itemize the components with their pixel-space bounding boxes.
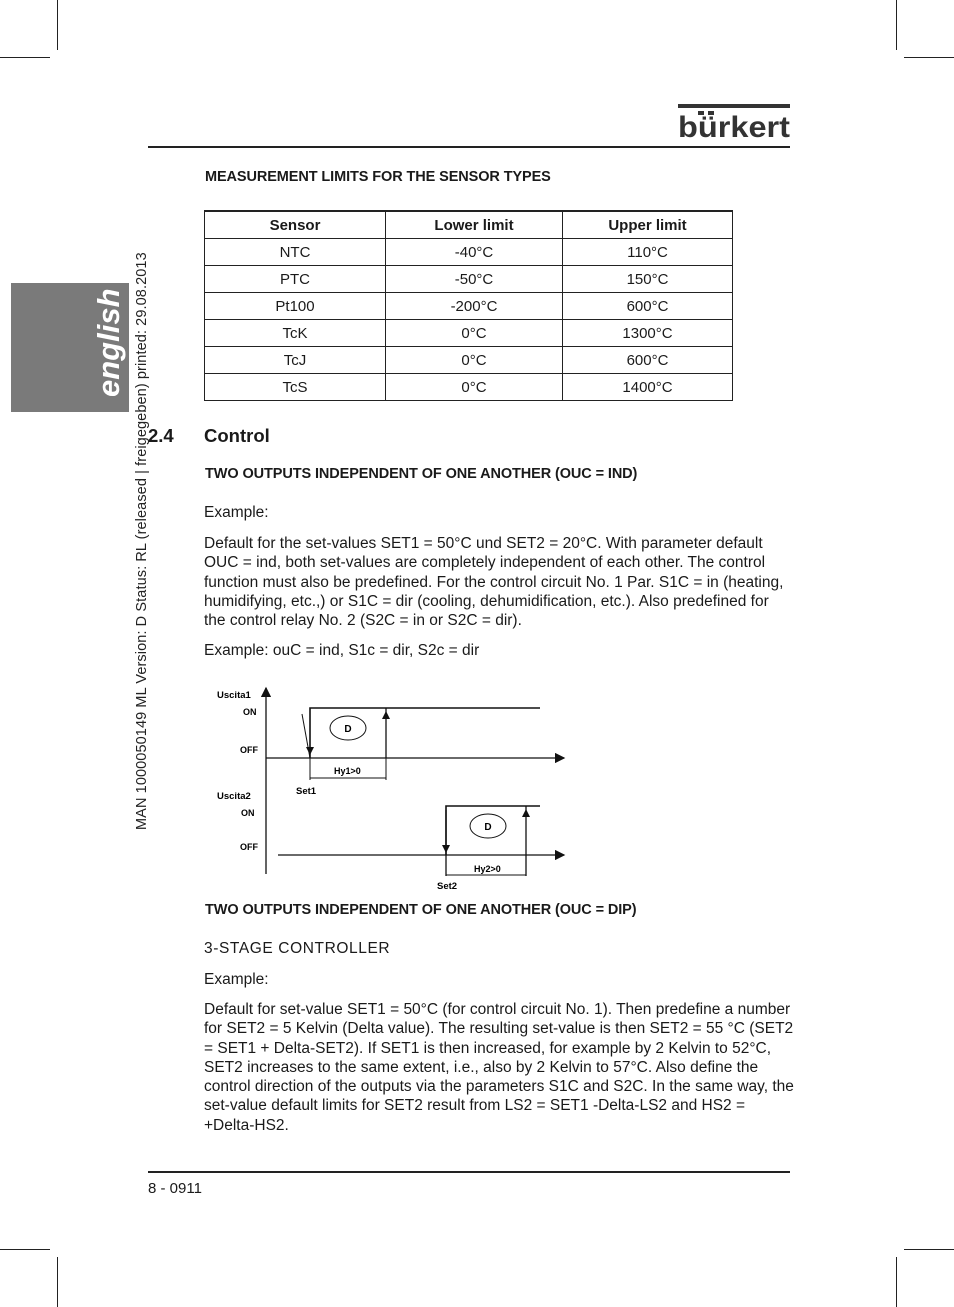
set1-label: Set1 <box>296 786 317 797</box>
header-rule <box>148 146 790 148</box>
control-diagram <box>210 682 580 894</box>
output1-arrow-off <box>302 714 310 758</box>
output1-label: Uscita1 <box>217 690 251 701</box>
burkert-logo <box>678 104 790 140</box>
hyst2-label: Hy2>0 <box>474 864 501 874</box>
dip-subheading: 3-STAGE CONTROLLER <box>204 940 391 957</box>
dip-heading: TWO OUTPUTS INDEPENDENT OF ONE ANOTHER (OUC = DIP) <box>205 902 637 918</box>
logo-text: bürkert <box>678 111 790 140</box>
section-number: 2.4 <box>148 425 174 446</box>
cell-lower: -40°C <box>386 239 563 266</box>
cell-upper: 1300°C <box>563 320 733 347</box>
cell-lower: 0°C <box>386 347 563 374</box>
dip-paragraph: Default for set-value SET1 = 50°C (for control circuit No. 1). Then predefine a number for SET2 = 5 Kelvin (Delta value). The resulting set-value is then SET2 = 55 °C (SET2 = SET1 + Delta-SET2). If SET1 is then increased, for example by 2 Kelvin to 52°C, SET2 increases to the same extent, i.e., also by 2 Kelvin to 57°C. Also define the control direction of the outputs via the parameters S1C and S2C. In the same way, the set-value default limits for SET2 result from LS2 = SET1 -Delta-LS2 and HS2 = +Delta-HS2. <box>204 1001 794 1134</box>
output1-on-label: ON <box>243 707 257 717</box>
ind-example-label: Example: <box>204 504 269 521</box>
cell-upper: 600°C <box>563 347 733 374</box>
document-metadata-note: MAN 1000050149 ML Version: D Status: RL (released | freigegeben) printed: 29.08.2013 <box>134 252 150 830</box>
col-header-upper: Upper limit <box>563 211 733 239</box>
hyst1-label: Hy1>0 <box>334 766 361 776</box>
set2-label: Set2 <box>437 881 458 892</box>
cell-upper: 1400°C <box>563 374 733 401</box>
col-header-sensor: Sensor <box>205 211 386 239</box>
cell-lower: 0°C <box>386 320 563 347</box>
crop-mark-bottom-right-v <box>896 1257 897 1307</box>
cell-upper: 150°C <box>563 266 733 293</box>
cell-upper: 110°C <box>563 239 733 266</box>
cell-sensor: TcK <box>205 320 386 347</box>
output1-off-label: OFF <box>240 745 258 755</box>
table-row <box>205 347 733 374</box>
output2-on-label: ON <box>241 808 255 818</box>
footer-rule <box>148 1171 790 1173</box>
language-tab <box>11 283 129 412</box>
table-header-row <box>205 211 733 239</box>
crop-mark-top-right-h <box>904 57 954 58</box>
delta-label-1: D <box>344 724 352 735</box>
crop-mark-bottom-left-h <box>0 1249 50 1250</box>
output2-label: Uscita2 <box>217 791 251 802</box>
table-row <box>205 239 733 266</box>
table-row <box>205 266 733 293</box>
cell-sensor: Pt100 <box>205 293 386 320</box>
limits-heading: MEASUREMENT LIMITS FOR THE SENSOR TYPES <box>205 169 551 185</box>
output2-off-label: OFF <box>240 842 258 852</box>
dip-example-label: Example: <box>204 971 269 988</box>
crop-mark-bottom-right-h <box>904 1249 954 1250</box>
crop-mark-top-right-v <box>896 0 897 50</box>
section-title: Control <box>204 425 270 446</box>
table-row <box>205 320 733 347</box>
ind-example-line: Example: ouC = ind, S1c = dir, S2c = dir <box>204 642 480 659</box>
crop-mark-bottom-left-v <box>57 1257 58 1307</box>
cell-lower: 0°C <box>386 374 563 401</box>
cell-lower: -50°C <box>386 266 563 293</box>
cell-lower: -200°C <box>386 293 563 320</box>
cell-sensor: NTC <box>205 239 386 266</box>
cell-sensor: TcJ <box>205 347 386 374</box>
crop-mark-top-left-h <box>0 57 50 58</box>
delta-label-2: D <box>484 822 492 833</box>
cell-sensor: TcS <box>205 374 386 401</box>
col-header-lower: Lower limit <box>386 211 563 239</box>
crop-mark-top-left-v <box>57 0 58 50</box>
limits-table <box>204 210 733 401</box>
cell-upper: 600°C <box>563 293 733 320</box>
page-number: 8 - 0911 <box>148 1180 202 1197</box>
table-row <box>205 374 733 401</box>
cell-sensor: PTC <box>205 266 386 293</box>
table-row <box>205 293 733 320</box>
language-tab-label: english <box>91 288 126 397</box>
ind-paragraph: Default for the set-values SET1 = 50°C und SET2 = 20°C. With parameter default OUC = ind, both set-values are completely independent of each other. The control function must also be predefined. For the control circuit No. 1 Par. S1C = in (heating, humidifying, etc.,) or S1C = dir (cooling, dehumidification, etc.). Also predefined for the control relay No. 2 (S2C = in or S2C = dir). <box>204 535 784 630</box>
ind-heading: TWO OUTPUTS INDEPENDENT OF ONE ANOTHER (OUC = IND) <box>205 466 638 482</box>
